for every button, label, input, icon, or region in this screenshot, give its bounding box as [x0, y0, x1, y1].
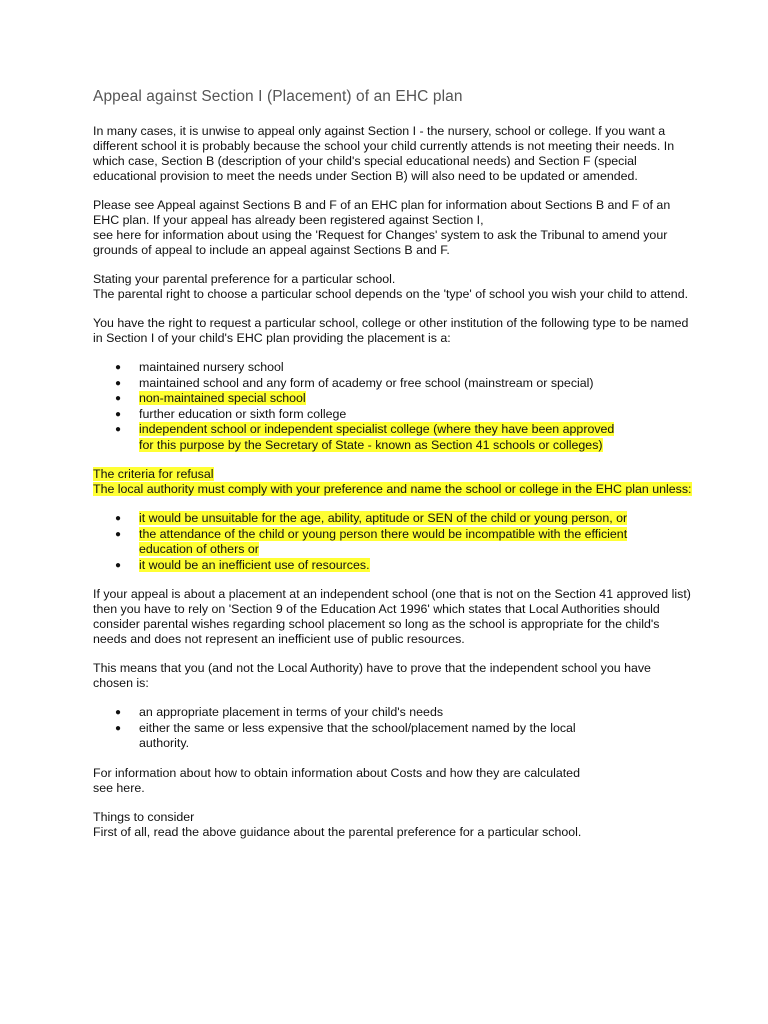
proof-requirements-list: [93, 705, 693, 752]
list-item: [93, 511, 693, 527]
list-item: [93, 721, 693, 752]
list-item-text: maintained school and any form of academy or free school (mainstream or special): [139, 375, 594, 390]
criteria-block: [93, 467, 693, 497]
sections-b-f-paragraph: Please see Appeal against Sections B and F of an EHC plan for information about Sections B and F of an EHC plan. If your appeal has already been registered against Section I, see here for information about using the 'Request for Changes' system to ask the Tribunal to amend your grounds of appeal to include an appeal against Sections B and F.: [93, 198, 671, 257]
burden-of-proof-paragraph: This means that you (and not the Local Authority) have to prove that the independent school you have chosen is:: [93, 661, 651, 690]
independent-school-paragraph: If your appeal is about a placement at an independent school (one that is not on the Section 41 approved list) then you have to rely on 'Section 9 of the Education Act 1996' which states that Local Authorities should consider parental wishes regarding school placement so long as the school is appropriate for the child's needs and does not represent an inefficient use of public resources.: [93, 587, 691, 646]
bullet-icon: ●: [115, 393, 122, 404]
list-item-text: it would be an inefficient use of resources.: [139, 557, 370, 572]
bullet-icon: ●: [115, 424, 122, 435]
bullet-icon: ●: [115, 559, 122, 571]
list-item: [93, 705, 693, 721]
parental-preference-paragraph: Stating your parental preference for a particular school. The parental right to choose a particular school depends on the 'type' of school you wish your child to attend.: [93, 272, 689, 301]
bullet-icon: ●: [115, 528, 122, 540]
list-item: [93, 376, 693, 392]
things-to-consider-paragraph: Things to consider First of all, read the above guidance about the parental preference for a particular school.: [93, 809, 582, 839]
list-item: [93, 360, 693, 376]
document-page: [93, 88, 693, 854]
criteria-text: The local authority must comply with your preference and name the school or college in the EHC plan unless:: [93, 482, 692, 496]
list-item-text: it would be unsuitable for the age, ability, aptitude or SEN of the child or young person, or: [139, 511, 628, 525]
list-item: [93, 391, 693, 407]
right-to-request-paragraph: You have the right to request a particular school, college or other institution of the following type to be named in Section I of your child's EHC plan providing the placement is a:: [93, 316, 689, 345]
intro-paragraph: In many cases, it is unwise to appeal only against Section I - the nursery, school or college. If you want a different school it is probably because the school your child currently attends is not meeting their needs. In which case, Section B (description of your child's special educational needs) and Section F (special educational provision to meet the needs under Section B) will also need to be updated or amended.: [93, 124, 675, 183]
list-item: [93, 407, 693, 423]
list-item-text: either the same or less expensive that the school/placement named by the local authority.: [139, 720, 576, 750]
institution-type-list: [93, 360, 693, 453]
refusal-criteria-list: [93, 511, 693, 573]
criteria-heading: The criteria for refusal: [93, 467, 214, 481]
list-item: [93, 527, 693, 558]
bullet-icon: ●: [115, 707, 122, 718]
list-item-text: an appropriate placement in terms of your child's needs: [139, 705, 444, 719]
bullet-icon: ●: [115, 408, 122, 420]
bullet-icon: ●: [115, 513, 122, 524]
bullet-icon: ●: [115, 377, 122, 389]
costs-paragraph: For information about how to obtain information about Costs and how they are calculated see here.: [93, 765, 580, 795]
list-item-text: further education or sixth form college: [139, 406, 347, 421]
list-item-text: the attendance of the child or young person there would be incompatible with the efficient education of others or: [139, 526, 628, 556]
list-item-text: independent school or independent specialist college (where they have been approved for this purpose by the Secretary of State - known as Section 41 schools or colleges): [139, 422, 615, 452]
bullet-icon: ●: [115, 722, 122, 734]
list-item-text: maintained nursery school: [139, 360, 284, 374]
document-title: Appeal against Section I (Placement) of an EHC plan: [93, 88, 463, 105]
list-item-text: non-maintained special school: [139, 391, 306, 405]
list-item: [93, 558, 693, 574]
list-item: [93, 422, 693, 453]
bullet-icon: ●: [115, 362, 122, 373]
